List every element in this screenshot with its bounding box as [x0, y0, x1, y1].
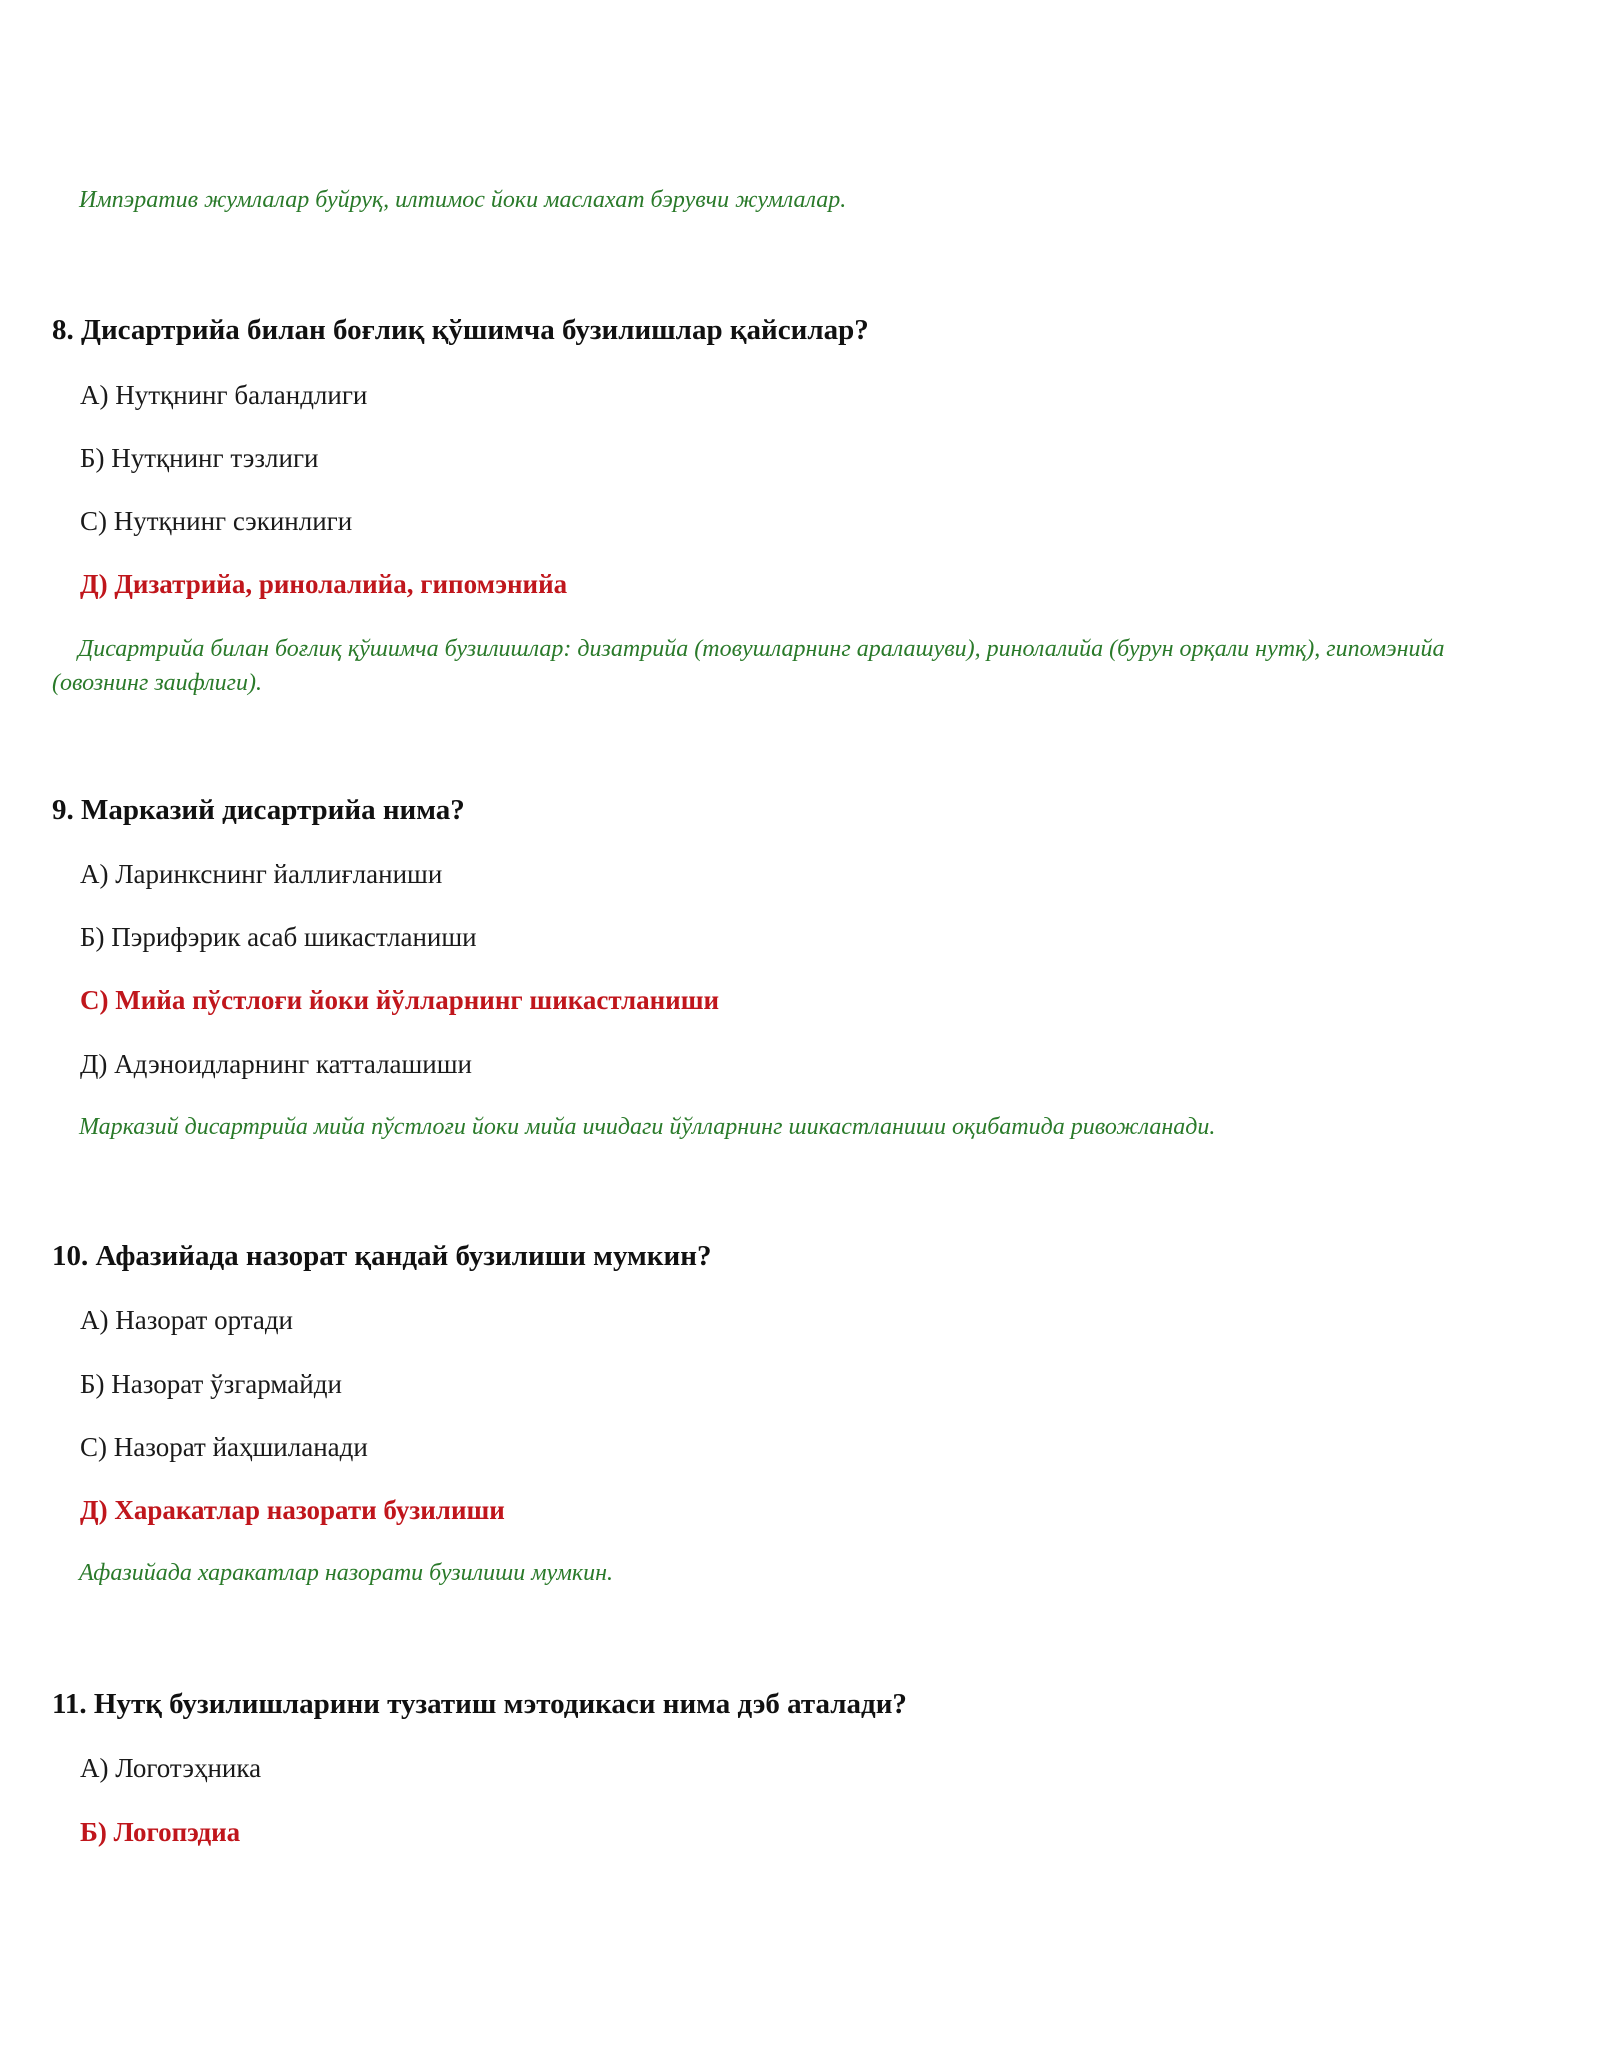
- question-9-option-b: Б) Пэрифэрик асаб шикастланиши: [80, 922, 477, 952]
- question-9-option-d: Д) Адэноидларнинг катталашиши: [80, 1049, 473, 1079]
- question-10-option-c: С) Назорат йаҳшиланади: [80, 1432, 368, 1462]
- question-10-option-d-correct: Д) Харакатлар назорати бузилиши: [80, 1495, 505, 1525]
- question-9-option-c-correct: С) Мийа пўстлоғи йоки йўлларнинг шикастланиши: [80, 985, 720, 1015]
- question-8-option-a: А) Нутқнинг баландлиги: [80, 380, 368, 410]
- question-10-title: 10. Афазийада назорат қандай бузилиши мумкин?: [52, 1240, 712, 1272]
- question-8-option-b: Б) Нутқнинг тэзлиги: [80, 443, 319, 473]
- intro-explanation: Импэратив жумлалар буйруқ, илтимос йоки маслахат бэрувчи жумлалар.: [79, 187, 847, 213]
- question-8-explanation: Дисартрийа билан боғлиқ қўшимча бузилишлар: дизатрийа (товушларнинг аралашуви), ринолалийа (бурун орқали нутқ), гипомэнийа (овознинг заифлиги).: [52, 636, 1445, 696]
- question-10-option-a: А) Назорат ортади: [80, 1305, 294, 1335]
- question-9-title: 9. Марказий дисартрийа нима?: [52, 794, 465, 826]
- question-10-explanation: Афазийада харакатлар назорати бузилиши мумкин.: [79, 1560, 614, 1586]
- question-8-title: 8. Дисартрийа билан боғлиқ қўшимча бузилишлар қайсилар?: [52, 314, 869, 346]
- question-8-option-c: С) Нутқнинг сэкинлиги: [80, 506, 353, 536]
- question-11-option-b-correct: Б) Логопэдиа: [80, 1817, 241, 1847]
- question-9-option-a: А) Ларинкснинг йаллиғланиши: [80, 859, 443, 889]
- question-10-option-b: Б) Назорат ўзгармайди: [80, 1369, 342, 1399]
- question-9-explanation: Марказий дисартрийа мийа пўстлоғи йоки мийа ичидаги йўлларнинг шикастланиши оқибатида ривожланади.: [79, 1114, 1216, 1140]
- question-8-option-d-correct: Д) Дизатрийа, ринолалийа, гипомэнийа: [80, 569, 568, 599]
- question-11-title: 11. Нутқ бузилишларини тузатиш мэтодикаси нима дэб аталади?: [52, 1688, 907, 1720]
- question-11-option-a: А) Логотэҳника: [80, 1753, 262, 1783]
